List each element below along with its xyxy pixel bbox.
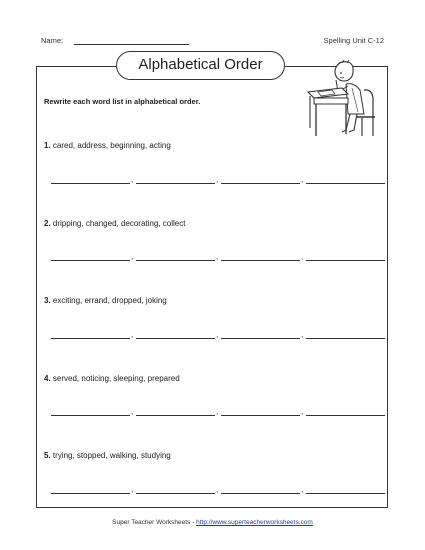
footer-url-link[interactable]: http://www.superteacherworksheets.com [196,519,313,526]
footer-separator: - [192,519,195,526]
name-field[interactable] [74,44,189,45]
answer-blank[interactable] [306,177,385,184]
answer-blank[interactable] [221,254,300,261]
problem-2 [44,219,185,228]
answer-blank[interactable] [306,254,385,261]
answer-blank[interactable] [51,332,130,339]
name-label: Name: [41,36,64,45]
answer-row-2: , , , [51,254,384,264]
problem-number: 3. [44,296,51,305]
problem-1 [44,141,171,150]
answer-blank[interactable] [221,177,300,184]
problem-number: 2. [44,219,51,228]
answer-blank[interactable] [221,409,300,416]
unit-label: Spelling Unit C-12 [323,36,384,45]
student-at-desk-illustration [302,56,382,138]
answer-row-4: , , , [51,409,384,419]
page-title: Alphabetical Order [116,51,285,80]
word-list: dripping, changed, decorating, collect [52,219,186,228]
answer-blank[interactable] [136,254,215,261]
answer-row-5: , , , [51,487,384,497]
footer-site-name: Super Teacher Worksheets [112,519,191,526]
problem-4 [44,374,180,383]
answer-row-1: , , , [51,177,384,187]
answer-blank[interactable] [51,254,130,261]
word-list: trying, stopped, walking, studying [52,451,171,460]
problem-number: 1. [44,141,51,150]
problem-5 [44,451,171,460]
worksheet-header [41,36,384,50]
answer-blank[interactable] [51,487,130,494]
answer-blank[interactable] [136,177,215,184]
page-footer [0,519,425,526]
problem-number: 4. [44,374,51,383]
answer-blank[interactable] [51,177,130,184]
answer-blank[interactable] [136,409,215,416]
word-list: cared, address, beginning, acting [52,141,171,150]
answer-blank[interactable] [136,487,215,494]
word-list: exciting, errand, dropped, joking [52,296,167,305]
instructions: Rewrite each word list in alphabetical order. [44,97,201,106]
problem-number: 5. [44,451,51,460]
answer-blank[interactable] [306,409,385,416]
word-list: served, noticing, sleeping, prepared [52,374,180,383]
answer-blank[interactable] [51,409,130,416]
answer-row-3: , , , [51,332,384,342]
answer-blank[interactable] [136,332,215,339]
answer-blank[interactable] [221,332,300,339]
answer-blank[interactable] [306,332,385,339]
answer-blank[interactable] [221,487,300,494]
answer-blank[interactable] [306,487,385,494]
problem-3 [44,296,167,305]
